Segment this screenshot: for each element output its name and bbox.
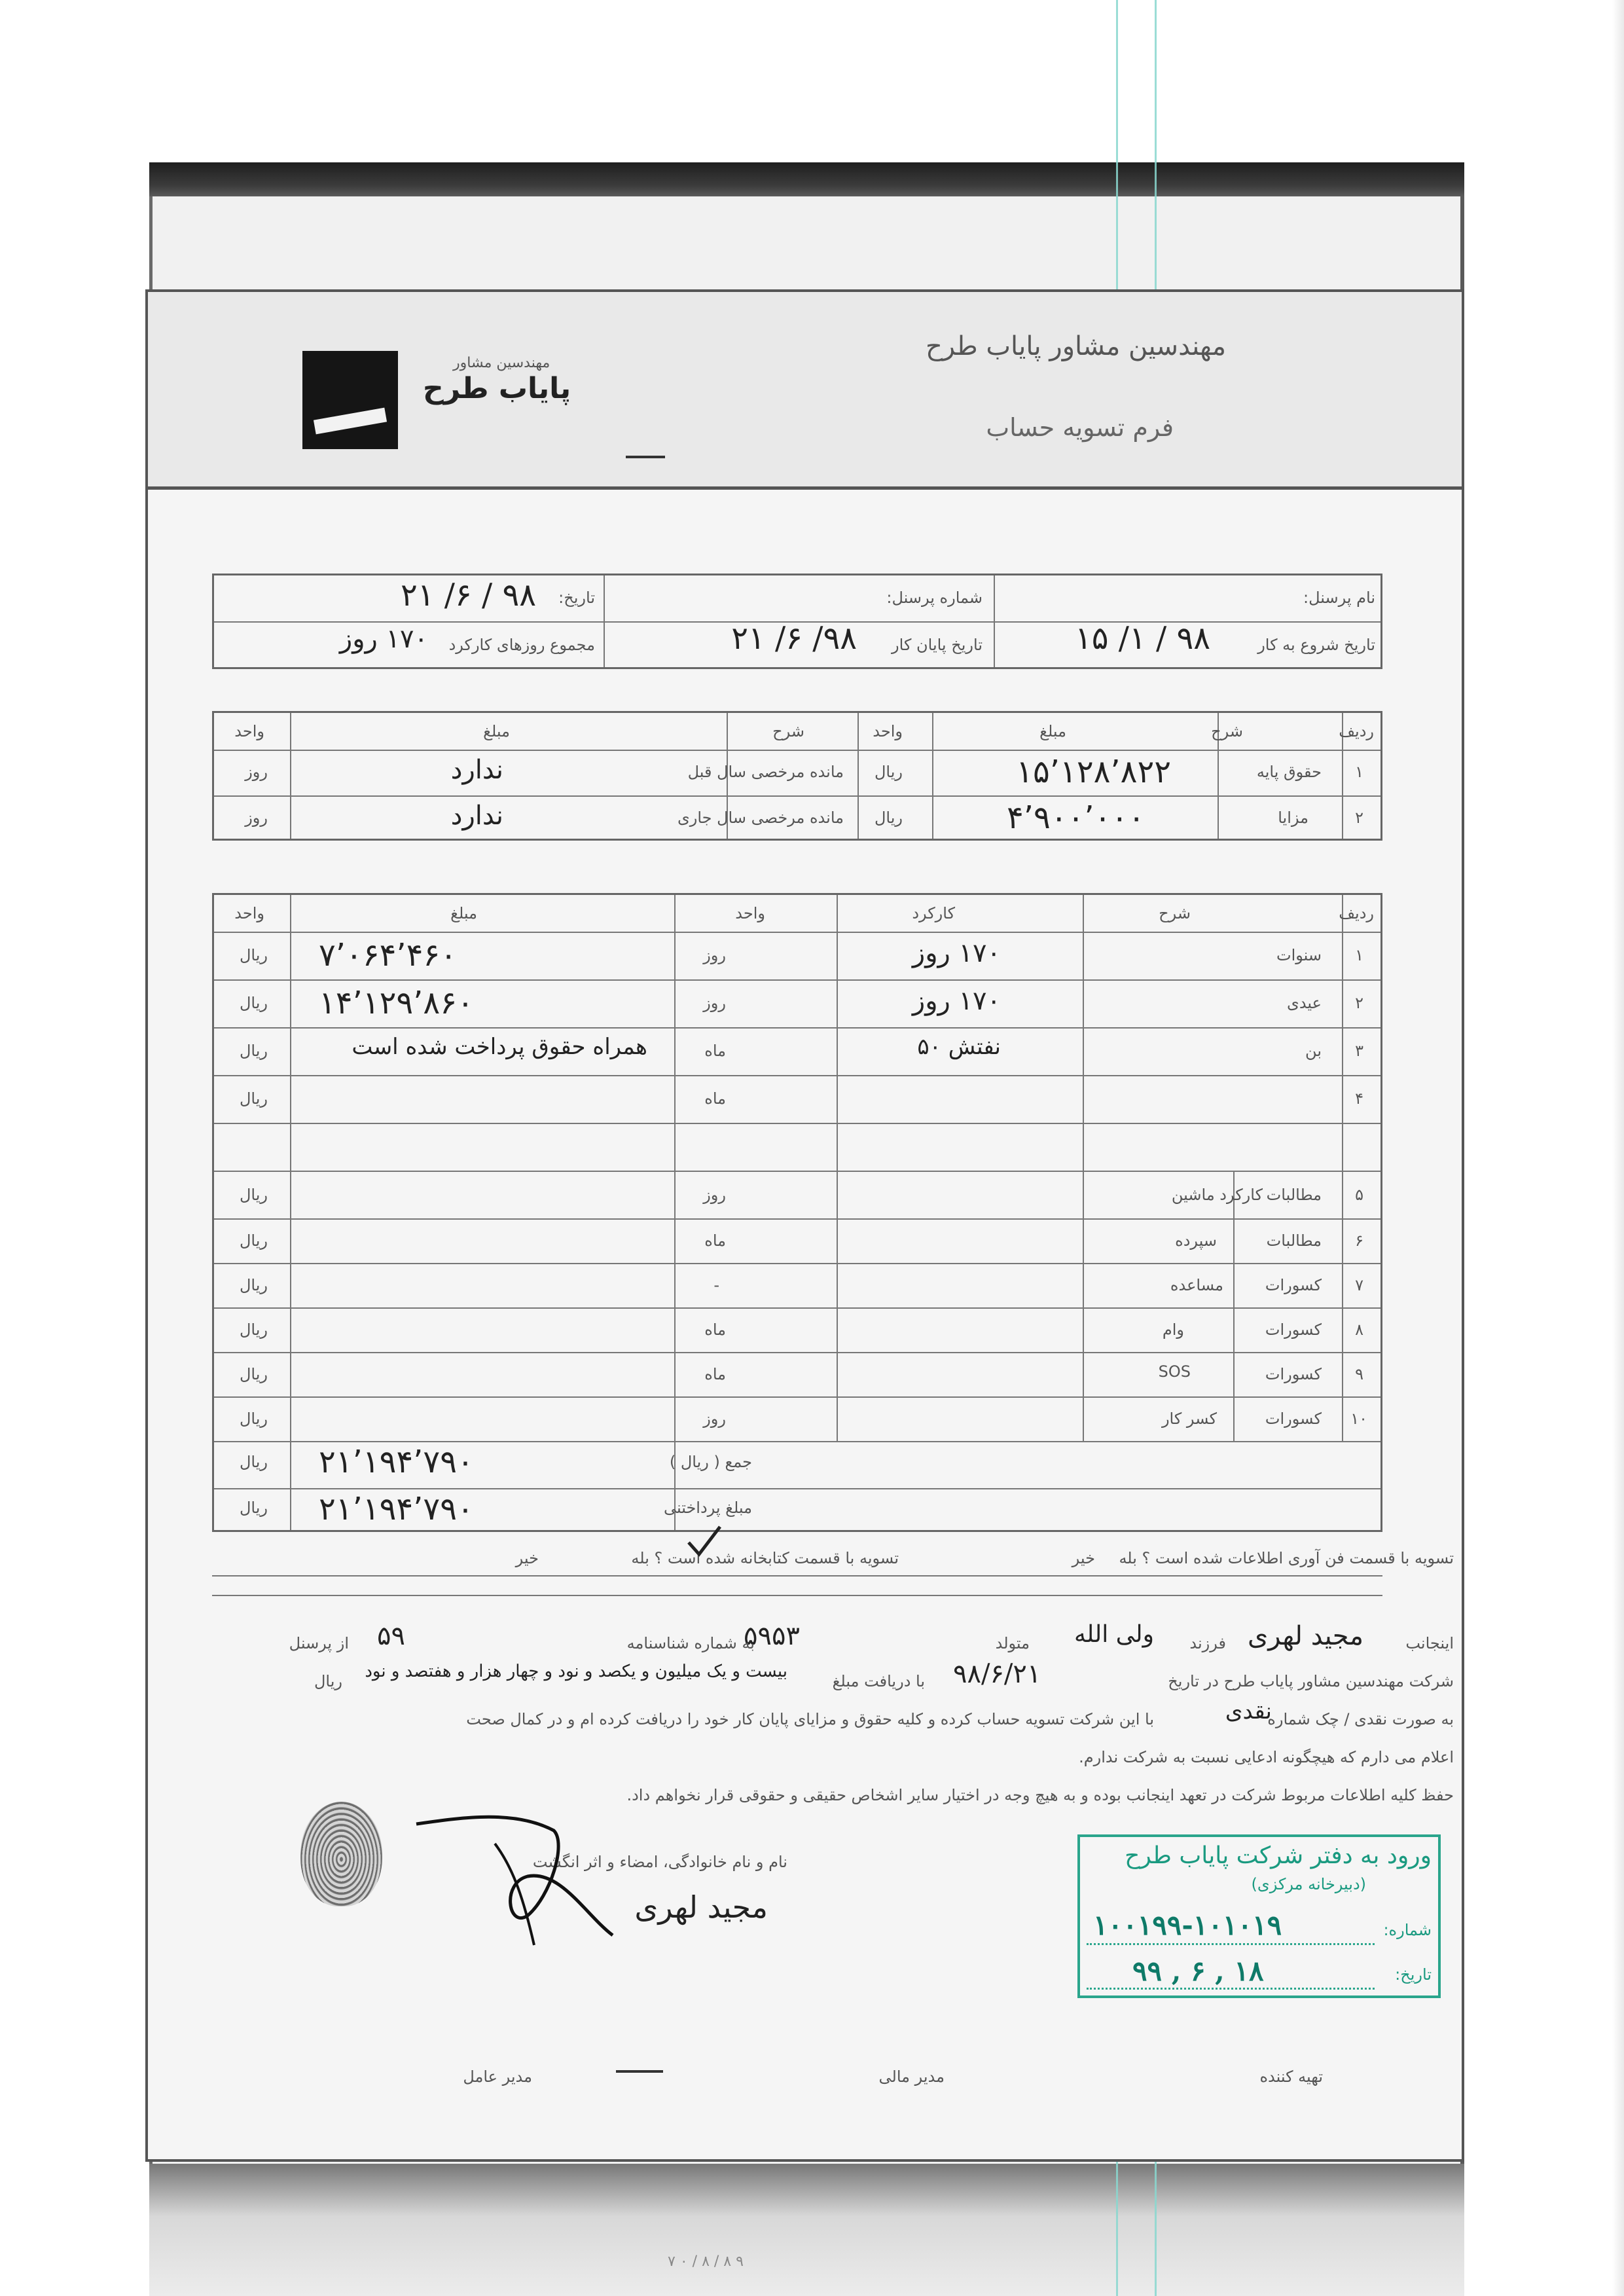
severance-value: ۷٬۰۶۴٬۴۶۰ bbox=[319, 937, 457, 974]
workdays-label: مجموع روزهای کارکرد bbox=[448, 636, 595, 654]
company-name: مهندسین مشاور پایاب طرح bbox=[925, 331, 1226, 361]
decl-year: ۵۹ bbox=[377, 1621, 405, 1651]
table-cell: ۳ bbox=[1355, 1042, 1363, 1060]
table-cell: روز bbox=[703, 994, 726, 1012]
table-cell: کسورات bbox=[1265, 1410, 1322, 1428]
scan-shadow-bottom bbox=[149, 2164, 1464, 2296]
start-date-value: ۹۸ / ۱/ ۱۵ bbox=[1074, 620, 1210, 657]
library-clearance-question: تسویه با قسمت کتابخانه شده است ؟ بله bbox=[631, 1549, 899, 1567]
table-cell: ندارد bbox=[450, 801, 503, 831]
divider bbox=[212, 1575, 1382, 1576]
table-cell: ریال bbox=[239, 1186, 268, 1204]
table-cell: کسر کار bbox=[1161, 1410, 1217, 1428]
table-cell: ریال bbox=[239, 1231, 268, 1250]
col-header-unit-2: واحد bbox=[234, 722, 264, 740]
logo-title: پایاب طرح bbox=[423, 372, 571, 405]
decl-label-2: فرزند bbox=[1189, 1634, 1226, 1652]
table-cell: ۱ bbox=[1355, 763, 1363, 781]
decl-line-2a: شرکت مهندسین مشاور پایاب طرح در تاریخ bbox=[1168, 1672, 1454, 1690]
signature-label: نام و نام خانوادگی، امضاء و اثر انگشت bbox=[532, 1853, 787, 1871]
date-label: تاریخ: bbox=[558, 589, 595, 607]
decl-label-4: به شماره شناسنامه bbox=[626, 1634, 755, 1652]
decl-line-5: حفظ کلیه اطلاعات مربوط شرکت در تعهد اینجانب بوده و به هیچ وجه در اختیار سایر اشخاص حقیقی و حقوقی قرار نخواهم داد. bbox=[626, 1786, 1454, 1804]
decl-cash: نقدی bbox=[1225, 1698, 1272, 1724]
table-cell: روز bbox=[703, 1186, 726, 1204]
table-cell: ریال bbox=[239, 1321, 268, 1339]
table-cell: ۶ bbox=[1355, 1231, 1363, 1250]
table-cell: عیدی bbox=[1287, 994, 1322, 1012]
table-cell: حقوق پایه bbox=[1256, 763, 1322, 781]
logo-subtitle: مهندسین مشاور bbox=[453, 355, 550, 371]
date-value: ۹۸ / ۶/ ۲۱ bbox=[400, 577, 536, 613]
it-clearance-no: خیر bbox=[1072, 1549, 1095, 1567]
personnel-name-label: نام پرسنل: bbox=[1303, 589, 1375, 607]
table-cell: ۸ bbox=[1355, 1321, 1363, 1339]
table-cell: روز bbox=[703, 946, 726, 964]
library-clearance-no: خیر bbox=[515, 1549, 539, 1567]
signature-name: مجید لهری bbox=[634, 1889, 768, 1925]
signature bbox=[403, 1804, 639, 1955]
stamp-dotted-line bbox=[1087, 1943, 1375, 1945]
benefits-value: ۴٬۹۰۰٬۰۰۰ bbox=[1007, 799, 1145, 836]
table-cell: ماه bbox=[704, 1365, 726, 1383]
voucher-note: همراه حقوق پرداخت شده است bbox=[352, 1034, 647, 1060]
table-cell: ریال bbox=[239, 1089, 268, 1108]
table-cell: ریال bbox=[239, 1410, 268, 1428]
col-header-work: کارکرد bbox=[912, 904, 955, 922]
scan-smudge bbox=[626, 456, 665, 458]
end-date-value: ۹۸/ ۶/ ۲۱ bbox=[731, 620, 857, 657]
scan-edge bbox=[1612, 0, 1624, 2296]
table-cell: ندارد bbox=[450, 755, 503, 785]
registration-stamp bbox=[1077, 1834, 1441, 1998]
col-header-amount: مبلغ bbox=[1039, 722, 1066, 740]
table-cell: ۱۷۰ روز bbox=[912, 938, 1001, 968]
table-cell: ۱ bbox=[1355, 946, 1363, 964]
bonus-value: ۱۴٬۱۲۹٬۸۶۰ bbox=[319, 985, 474, 1021]
col-header-row: ردیف bbox=[1339, 722, 1374, 740]
salary-table bbox=[212, 711, 1382, 841]
table-cell: مطالبات bbox=[1266, 1186, 1322, 1204]
decl-label-1: اینجانب bbox=[1405, 1634, 1454, 1652]
table-cell: ۹ bbox=[1355, 1365, 1363, 1383]
scan-smudge bbox=[616, 2070, 663, 2073]
col-header-amount: مبلغ bbox=[450, 904, 477, 922]
personnel-info-box bbox=[212, 574, 1382, 669]
col-header-row: ردیف bbox=[1339, 904, 1374, 922]
table-cell: ۱۰ bbox=[1350, 1410, 1367, 1428]
table-cell: روز bbox=[245, 763, 268, 781]
personnel-number-label: شماره پرسنل: bbox=[886, 589, 983, 607]
col-header-desc-2: شرح bbox=[772, 722, 804, 740]
table-cell: ریال bbox=[874, 763, 903, 781]
it-clearance-question: تسویه با قسمت فن آوری اطلاعات شده است ؟ بله bbox=[1119, 1549, 1454, 1567]
table-cell: کسورات bbox=[1265, 1365, 1322, 1383]
col-header-unit: واحد bbox=[873, 722, 903, 740]
finance-manager-label: مدیر مالی bbox=[878, 2068, 945, 2086]
table-cell: کسورات bbox=[1265, 1276, 1322, 1294]
bleed-through-text: ٩ ٨ / ٨ / ٠ ٧ bbox=[668, 2253, 744, 2270]
table-cell: ریال bbox=[239, 994, 268, 1012]
fingerprint bbox=[300, 1802, 382, 1906]
table-cell: مطالبات bbox=[1266, 1231, 1322, 1250]
decl-line-2b: با دریافت مبلغ bbox=[832, 1672, 925, 1690]
table-cell: ریال bbox=[239, 946, 268, 964]
decl-father: ولی الله bbox=[1074, 1621, 1154, 1648]
table-cell: مساعده bbox=[1170, 1276, 1223, 1294]
table-cell: - bbox=[713, 1276, 719, 1294]
stamp-title: ورود به دفتر شرکت پایاب طرح bbox=[1125, 1842, 1432, 1869]
table-cell: نفتش ۵۰ bbox=[917, 1034, 1001, 1060]
workdays-value: ۱۷۰ روز bbox=[339, 624, 428, 654]
check-mark-icon bbox=[685, 1523, 724, 1562]
table-cell: ماه bbox=[704, 1321, 726, 1339]
table-cell: SOS bbox=[1158, 1362, 1191, 1381]
col-header-unit-2: واحد bbox=[234, 904, 264, 922]
table-cell: ۲ bbox=[1355, 809, 1363, 827]
form-title: فرم تسویه حساب bbox=[986, 413, 1174, 442]
total-unit: ریال bbox=[239, 1453, 268, 1471]
base-salary-value: ۱۵٬۱۲۸٬۸۲۲ bbox=[1016, 754, 1171, 790]
table-cell: مانده مرخصی سال قبل bbox=[687, 763, 844, 781]
end-date-label: تاریخ پایان کار bbox=[892, 636, 983, 654]
settlement-table bbox=[212, 893, 1382, 1532]
table-cell: ۵ bbox=[1355, 1186, 1363, 1204]
decl-line-2c: ریال bbox=[314, 1672, 342, 1690]
payable-label: مبلغ پرداختنی bbox=[663, 1499, 752, 1517]
total-value: ۲۱٬۱۹۴٬۷۹۰ bbox=[319, 1444, 474, 1480]
decl-amount-words: بیست و یک میلیون و یکصد و نود و چهار هزار و هفتصد و نود bbox=[365, 1662, 787, 1681]
decl-id: ۵۹۵۳ bbox=[744, 1621, 800, 1651]
ceo-label: مدیر عامل bbox=[463, 2068, 532, 2086]
table-cell: کسورات bbox=[1265, 1321, 1322, 1339]
table-cell: وام bbox=[1162, 1321, 1184, 1339]
table-cell: ۴ bbox=[1355, 1089, 1363, 1108]
table-cell: مزایا bbox=[1278, 809, 1308, 827]
form-header bbox=[148, 292, 1462, 490]
decl-line-3a: به صورت نقدی / چک شماره bbox=[1267, 1710, 1454, 1728]
preparer-label: تهیه کننده bbox=[1259, 2068, 1323, 2086]
col-header-desc: شرح bbox=[1159, 904, 1191, 922]
stamp-number-value: ۱۰۰۱۹۹-۱۰۱۰۱۹ bbox=[1093, 1909, 1282, 1941]
table-cell: ۷ bbox=[1355, 1276, 1363, 1294]
decl-label-3: متولد bbox=[995, 1634, 1030, 1652]
table-cell: ریال bbox=[239, 1042, 268, 1060]
table-cell: روز bbox=[245, 809, 268, 827]
table-cell: ریال bbox=[874, 809, 903, 827]
decl-name: مجید لهری bbox=[1247, 1621, 1363, 1651]
table-cell: کارکرد ماشین bbox=[1171, 1186, 1263, 1204]
table-cell: بن bbox=[1305, 1042, 1322, 1060]
col-header-desc: شرح bbox=[1211, 722, 1243, 740]
col-header-amount-2: مبلغ bbox=[483, 722, 510, 740]
table-cell: ماه bbox=[704, 1042, 726, 1060]
logo-mark-icon bbox=[302, 351, 398, 449]
table-cell: ماه bbox=[704, 1231, 726, 1250]
stamp-date-value: ۹۹ , ۶ , ۱۸ bbox=[1132, 1955, 1264, 1987]
table-cell: سپرده bbox=[1175, 1231, 1217, 1250]
start-date-label: تاریخ شروع به کار bbox=[1257, 636, 1375, 654]
table-cell: ریال bbox=[239, 1276, 268, 1294]
decl-line-4: اعلام می دارم که هیچگونه ادعایی نسبت به شرکت ندارم. bbox=[1079, 1748, 1454, 1766]
table-cell: ۲ bbox=[1355, 994, 1363, 1012]
table-cell: ریال bbox=[239, 1365, 268, 1383]
decl-line-3b: با این شرکت تسویه حساب کرده و کلیه حقوق و مزایای پایان کار خود را دریافت کرده ام و در کمال صحت bbox=[466, 1710, 1154, 1728]
table-cell: مانده مرخصی سال جاری bbox=[677, 809, 844, 827]
col-header-unit: واحد bbox=[735, 904, 765, 922]
table-cell: سنوات bbox=[1276, 946, 1322, 964]
total-label: جمع ( ریال ) bbox=[669, 1453, 752, 1471]
decl-date: ۹۸/۶/۲۱ bbox=[953, 1659, 1041, 1689]
decl-label-5: از پرسنل bbox=[289, 1634, 349, 1652]
table-cell: ماه bbox=[704, 1089, 726, 1108]
payable-value: ۲۱٬۱۹۴٬۷۹۰ bbox=[319, 1491, 474, 1527]
stamp-dotted-line bbox=[1087, 1988, 1375, 1990]
company-logo bbox=[302, 351, 571, 449]
stamp-subtitle: (دبیرخانه مرکزی) bbox=[1251, 1875, 1366, 1893]
scan-dark-band-top bbox=[149, 162, 1464, 202]
table-cell: ۱۷۰ روز bbox=[912, 986, 1001, 1016]
table-cell: روز bbox=[703, 1410, 726, 1428]
stamp-number-label: شماره: bbox=[1383, 1921, 1432, 1939]
payable-unit: ریال bbox=[239, 1499, 268, 1517]
stamp-date-label: تاریخ: bbox=[1395, 1965, 1432, 1984]
